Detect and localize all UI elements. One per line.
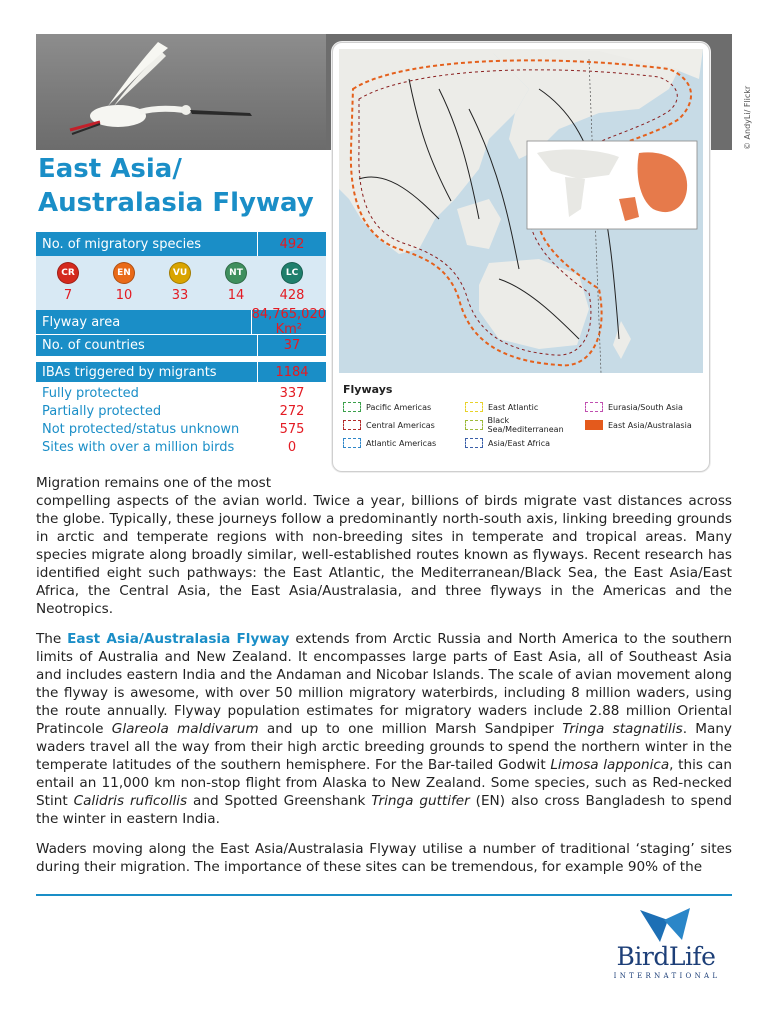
status-lc-badge: LC	[281, 262, 303, 284]
legend-label: Eurasia/South Asia	[608, 402, 683, 412]
legend-label: Asia/East Africa	[488, 438, 551, 448]
flyway-area-value: 84,765,020 Km²	[251, 307, 326, 337]
legend-swatch	[585, 402, 603, 412]
status-vu	[154, 262, 206, 310]
status-lc-count: 428	[279, 288, 305, 303]
countries-value: 37	[283, 338, 301, 353]
birdlife-logo	[598, 906, 734, 986]
status-en-count: 10	[115, 288, 133, 303]
iba-breakdown-label: Partially protected	[42, 403, 162, 419]
ibas-value: 1184	[275, 364, 309, 380]
iba-breakdown-label: Fully protected	[42, 385, 139, 401]
status-vu-badge: VU	[169, 262, 191, 284]
status-vu-count: 33	[171, 288, 189, 303]
status-cr-badge: CR	[57, 262, 79, 284]
legend-item	[343, 416, 465, 434]
paragraph-3: Waders moving along the East Asia/Australasia Flyway utilise a number of traditional ‘staging’ sites during their migration. The importance of these sites can be tremendous, for example 90% of the	[36, 841, 732, 875]
map-graphic	[339, 49, 703, 373]
paragraph-1: compelling aspects of the avian world. Twice a year, billions of birds migrate vast distances across the globe. Typically, these journeys follow a predominantly north-south axis, linking breeding grounds in arctic and temperate regions with non-breeding sites in temperate and tropical areas. Many species migrate along broadly similar, well-established routes known as flyways. Recent research has identified eight such pathways: the East Atlantic, the Mediterranean/Black Sea, the East Asia/East Africa, the Central Asia, the East Asia/Australasia, and three flyways in the Americas and the Neotropics.	[36, 493, 732, 617]
flyway-area-label: Flyway area	[36, 310, 252, 334]
logo-wordmark: BirdLife	[616, 942, 716, 971]
scientific-name: Calidris ruficollis	[73, 793, 188, 809]
legend-item	[343, 438, 465, 448]
legend-item	[585, 402, 705, 412]
status-en-badge: EN	[113, 262, 135, 284]
iba-breakdown-value: 575	[279, 421, 305, 437]
status-cr	[42, 262, 94, 310]
migratory-species-row	[36, 232, 326, 256]
legend-swatch	[343, 402, 361, 412]
page-title	[36, 150, 326, 230]
header-photo	[36, 34, 326, 150]
iba-breakdown-label: Sites with over a million birds	[42, 439, 235, 455]
paragraph-2	[36, 630, 732, 828]
scientific-name: Tringa stagnatilis	[562, 721, 683, 737]
ibas-row	[36, 362, 326, 382]
red-list-status-row	[36, 256, 326, 310]
legend-label: East Atlantic	[488, 402, 539, 412]
status-nt	[210, 262, 262, 310]
flyway-name-highlight: East Asia/Australasia Flyway	[67, 631, 290, 647]
map-legend	[339, 377, 703, 448]
list-item	[36, 384, 326, 402]
p2-intro: The	[36, 631, 68, 647]
spoonbill-image	[36, 34, 326, 150]
countries-row	[36, 334, 326, 356]
title-line-2: Australasia Flyway	[38, 188, 314, 218]
legend-swatch	[465, 438, 483, 448]
ibas-label: IBAs triggered by migrants	[36, 362, 258, 382]
p2-text: and up to one million Marsh Sandpiper	[258, 721, 563, 737]
migratory-species-label: No. of migratory species	[36, 232, 258, 256]
scientific-name: Limosa lapponica	[550, 757, 670, 773]
footer-divider	[36, 894, 732, 896]
iba-breakdown-value: 272	[279, 403, 305, 419]
paragraph-1-first-line: Migration remains one of the most	[36, 475, 272, 491]
logo-subtitle: INTERNATIONAL	[613, 972, 721, 980]
migratory-species-value: 492	[279, 236, 305, 252]
status-lc	[266, 262, 318, 310]
legend-item	[465, 416, 585, 434]
legend-label: Black Sea/Mediterranean	[487, 416, 564, 434]
list-item	[36, 420, 326, 438]
status-cr-count: 7	[63, 288, 73, 303]
scientific-name: Glareola maldivarum	[111, 721, 259, 737]
legend-item	[585, 416, 705, 434]
status-nt-count: 14	[227, 288, 245, 303]
countries-label: No. of countries	[36, 335, 258, 356]
flyway-area-row	[36, 307, 326, 337]
legend-swatch	[585, 420, 603, 430]
legend-label: Pacific Americas	[366, 402, 432, 412]
title-line-1: East Asia/	[38, 154, 182, 184]
legend-swatch	[343, 438, 361, 448]
iba-breakdown-list	[36, 382, 326, 456]
stats-table	[36, 232, 326, 456]
scientific-name: Tringa guttifer	[371, 793, 470, 809]
iba-breakdown-value: 0	[287, 439, 297, 455]
p2-text: and Spotted Greenshank	[187, 793, 372, 809]
legend-swatch	[465, 420, 483, 430]
legend-title: Flyways	[343, 383, 393, 396]
legend-label: East Asia/Australasia	[608, 420, 692, 430]
birdlife-bird-icon	[598, 906, 734, 946]
legend-swatch	[343, 420, 361, 430]
status-en	[98, 262, 150, 310]
p2-text: . Many waders travel all the way from their high arctic breeding grounds to spend the northern winter in the temperate latitudes of the southern hemisphere. For the Bar-tailed Godwit	[36, 721, 732, 773]
legend-grid	[343, 402, 699, 448]
iba-breakdown-value: 337	[279, 385, 305, 401]
legend-label: Central Americas	[366, 420, 435, 430]
p2-text: , this can entail an 11,000 km non-stop flight from Alaska to New Zealand. Some species, such as Red-necked Stint	[36, 757, 732, 809]
legend-item	[343, 402, 465, 412]
list-item	[36, 438, 326, 456]
status-nt-badge: NT	[225, 262, 247, 284]
iba-breakdown-label: Not protected/status unknown	[42, 421, 240, 437]
legend-item	[465, 438, 585, 448]
legend-label: Atlantic Americas	[366, 438, 437, 448]
photo-credit: © AndyLi/ Flickr	[743, 85, 752, 150]
p2-text: extends from Arctic Russia and North America to the southern limits of Australia and New Zealand. It encompasses large parts of East Asia, all of Southeast Asia and includes eastern India and the Andaman and Nicobar Islands. The scale of avian movement along the flyway is awesome, with over 50 million migratory waterbirds, including 8 million waders, using the route annually. Flyway population estimates for migratory waders include 2.88 million Oriental Pratincole	[36, 631, 732, 737]
list-item	[36, 402, 326, 420]
legend-item	[465, 402, 585, 412]
flyway-map-panel	[332, 42, 710, 472]
p2-text: (EN) also cross Bangladesh to spend the winter in eastern India.	[36, 793, 732, 827]
legend-swatch	[465, 402, 483, 412]
flyway-map	[339, 49, 703, 373]
